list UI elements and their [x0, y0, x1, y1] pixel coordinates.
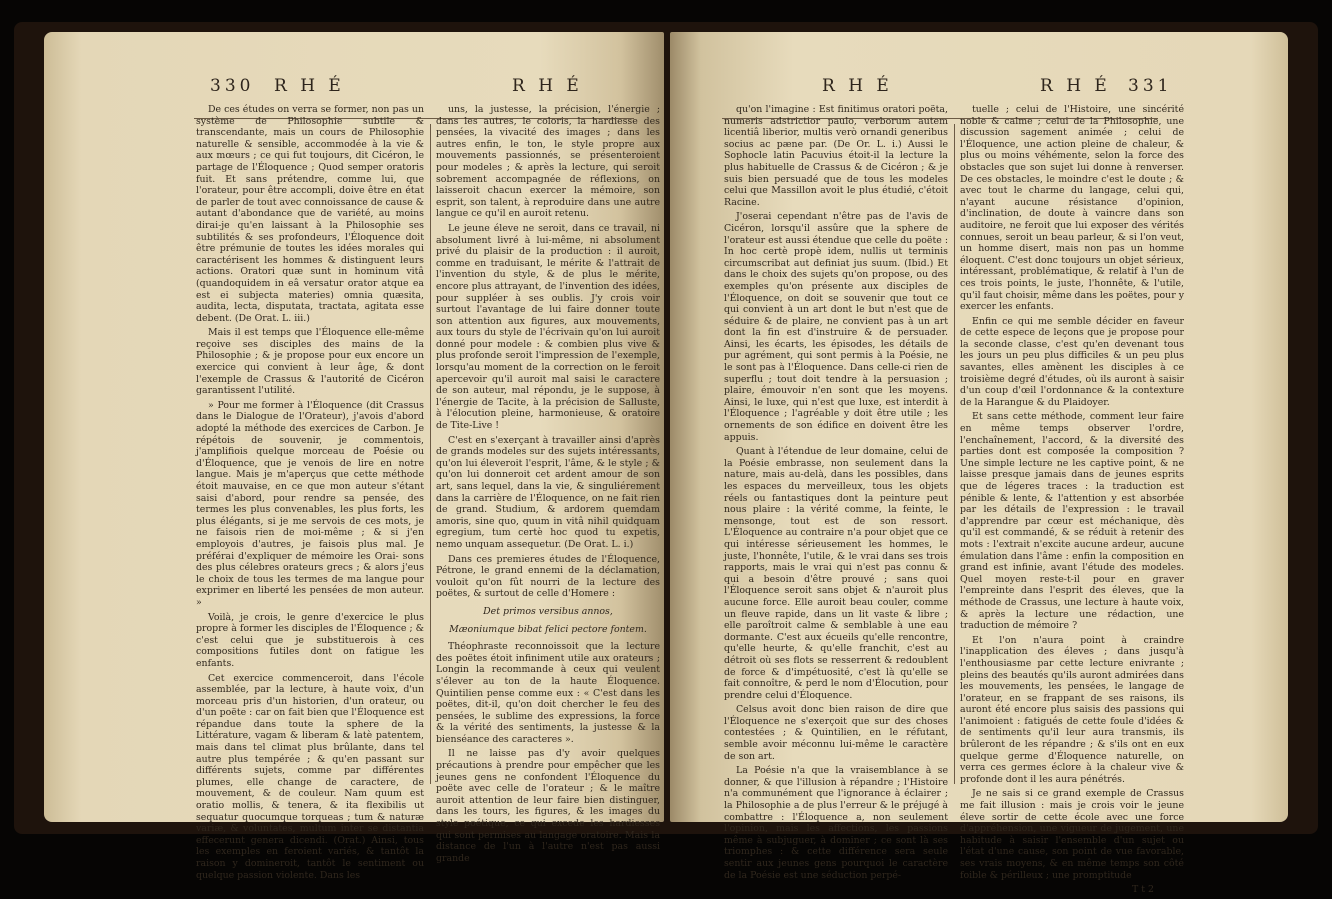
page-number: 331 — [1128, 76, 1173, 96]
running-head-left — [44, 76, 664, 102]
column-rule — [430, 124, 431, 784]
paragraph: qu'on l'imagine : Est finitimus oratori poëta, numeris adstrictior paulo, verborum autem licentiâ liberior, multis verò ornandi generibus socius ac pæne par. (De Or. L. i.) Aussi le Sophocle latin Pacuvius étoit-il la lecture la plus habituelle de Crassus & de Cicéron ; & je suis bien persuadé que de tous les modeles celui que Massillon avoit le plus étudié, c'étoit Racine. — [724, 104, 948, 208]
column-2 — [960, 104, 1184, 899]
column-rule — [954, 124, 955, 784]
paragraph: Et l'on n'aura point à craindre l'inapplication des éleves ; dans jusqu'à l'enthousiasme par cette lecture enivrante ; pleins des beautés qu'ils auront admirées dans les mouvements, les pensées, le langage de l'orateur, en se frappant de ses raisons, ils auront été encore plus saisis des passions qui l'animoient : fatigués de cette foule d'idées & de sentiments qu'il leur aura transmis, ils brûleront de les répandre ; & s'ils ont en eux quelque germe d'Éloquence naturelle, on verra ces germes éclore à la chaleur vive & profonde dont il les aura pénétrés. — [960, 634, 1184, 785]
right-page — [670, 32, 1288, 896]
paragraph: Mais il est temps que l'Éloquence elle-même reçoive ses disciples des mains de la Philosophie ; & je propose pour eux encore un exercice qui convient à leur âge, & dont l'exemple de Crassus & l'autorité de Cicéron garantissent l'utilité. — [196, 327, 424, 397]
paragraph: Dans ces premieres études de l'Éloquence, Pétrone, le grand ennemi de la déclamation, vouloit qu'on fût nourri de la lecture des poëtes, & surtout de celle d'Homere : — [436, 553, 660, 600]
verse-line: Mæoniumque bibat felici pectore fontem. — [449, 623, 647, 635]
paragraph: Le jeune éleve ne seroit, dans ce travail, ni absolument livré à lui-même, ni absolument privé du plaisir de la production : il auroit, comme en traduisant, le mérite & l'attrait de l'invention du style, & de plus le mérite, encore plus attrayant, de l'invention des idées, pour suppléer à ses oublis. J'y crois voir surtout l'avantage de lui faire donner toute son attention aux figures, aux mouvements, aux tours du style de l'écrivain qu'on lui auroit donné pour modele : & combien plus vive & plus profonde seroit l'impression de l'exemple, lorsqu'au moment de la correction on le feroit apercevoir qu'il auroit mal saisi le caractere de son auteur, mal répondu, je le suppose, à l'énergie de Tacite, à la précision de Salluste, à l'élocution pleine, harmonieuse, & oratoire de Tite-Live ! — [436, 222, 660, 432]
head-title: R H É — [822, 76, 893, 96]
paragraph: De ces études on verra se former, non pas un système de Philosophie subtile & transcendante, mais un cours de Philosophie naturelle & sensible, accommodée à la vie & aux mœurs ; ce qui fut toujours, dit Cicéron, le partage de l'Éloquence ; Quod semper oratoris fuit. Et sans prétendre, comme lui, que l'orateur, pour être accompli, doive être en état de parler de tout avec connoissance de cause & autant d'abondance que de variété, au moins dirai-je qu'en laissant à la Philosophie ses subtilités & ses profondeurs, l'Éloquence doit être prémunie de toutes les idées morales qui caractérisent les hommes & distinguent leurs actions. Oratori quæ sunt in hominum vitâ (quandoquidem in eâ versatur orator atque ea est ei subjecta materies) omnia quæsita, audita, lecta, disputata, tractata, agitata esse debent. (De Orat. L. iii.) — [196, 104, 424, 324]
verse-line: Det primos versibus annos, — [483, 605, 613, 617]
paragraph: Il ne laisse pas d'y avoir quelques précautions à prendre pour empêcher que les jeunes gens ne confondent l'Éloquence du poëte avec celle de l'orateur ; & le maître auroit attention de leur faire bien distinguer, dans les tours, les figures, & les images du style poétique, ce qui excede les hardiesses qui sont permises au langage oratoire. Mais la distance de l'un à l'autre n'est pas aussi grande — [436, 748, 660, 864]
signature-mark: T t 2 — [1132, 884, 1154, 896]
running-head-right — [670, 76, 1288, 102]
column-1 — [196, 104, 424, 884]
page-number: 330 — [210, 76, 255, 96]
paragraph: Théophraste reconnoissoit que la lecture des poëtes étoit infiniment utile aux orateurs ; Longin la recommande à ceux qui veulent s'élever au ton de la haute Éloquence. Quintilien pense comme eux : « C'est dans les poëtes, dit-il, qu'on doit chercher le feu des pensées, le sublime des expressions, la force & la vérité des sentiments, la justesse & la bienséance des caracteres ». — [436, 641, 660, 745]
column-1 — [724, 104, 948, 884]
paragraph: Je ne sais si ce grand exemple de Crassus me fait illusion : mais je crois voir le jeune éleve sortir de cette école avec une force d'appréhension, une vigueur de jugement, une habitude à saisir l'ensemble d'un sujet ou l'état d'une cause, son point de vue favorable, ses vrais moyens, & en même temps son côté foible & périlleux ; une promptitude — [960, 788, 1184, 881]
head-title: R H É — [274, 76, 345, 96]
paragraph: Cet exercice commenceroit, dans l'école assemblée, par la lecture, à haute voix, d'un morceau pris d'un historien, d'un orateur, ou d'un poëte : car on fait bien que l'Éloquence est répandue dans toute la sphere de la Littérature, vagam & liberam & latè patentem, mais dans tel climat plus brûlante, dans tel autre plus tempérée ; & qu'en passant sur différents sujets, comme par différentes plumes, elle change de caractere, de mouvement, & de couleur. Nam quum est oratio mollis, & tenera, & ita flexibilis ut sequatur quocumque torqueas ; tum & naturæ variæ, & voluntates, multum inter se distantia effecerunt genera dicendi. (Orat.) Ainsi, tous les exemples en feroient variés, & tantôt la raison y domineroit, tantôt le sentiment ou quelque passion violente. Dans les — [196, 672, 424, 881]
paragraph: Et sans cette méthode, comment leur faire en même temps observer l'ordre, l'enchaînement, l'accord, & la diversité des parties dont est composée la composition ? Une simple lecture ne les captive point, & ne laisse presque jamais dans de jeunes esprits que de légeres traces : la traduction est pénible & lente, & l'attention y est absorbée par les détails de l'expression : le travail d'apprendre par cœur est méchanique, dès qu'il est commandé, & se réduit à retenir des mots : l'extrait n'excite aucune ardeur, aucune émulation dans l'âme : enfin la composition en grand est infinie, avant l'étude des modeles. Quel moyen reste-t-il pour en graver l'empreinte dans l'esprit des éleves, que la méthode de Crassus, une lecture à haute voix, & après la lecture une rédaction, une traduction de mémoire ? — [960, 411, 1184, 632]
head-title: R H É — [1040, 76, 1111, 96]
paragraph: J'oserai cependant n'être pas de l'avis de Cicéron, lorsqu'il assûre que la sphere de l'orateur est aussi étendue que celle du poëte : In hoc certè propè idem, nullis ut terminis circumscribat aut definiat jus suum. (Ibid.) Et dans le choix des sujets qu'on propose, ou des exemples qu'on présente aux disciples de l'Éloquence, on doit se souvenir que tout ce qui convient à un art dont le but n'est que de séduire & de plaire, ne convient pas à un art dont la fin est d'instruire & de persuader. Ainsi, les écarts, les épisodes, les détails de pur agrément, qui sont permis à la Poésie, ne le sont pas à l'Éloquence. Dans celle-ci rien de superflu ; tout doit tendre à la persuasion ; plaire, émouvoir n'en sont que les moyens. Ainsi, le luxe, qui n'est que luxe, est interdit à l'Éloquence ; l'agréable y doit être utile ; les ornements de son édifice en doivent être les appuis. — [724, 211, 948, 443]
paragraph: Quant à l'étendue de leur domaine, celui de la Poésie embrasse, non seulement dans la nature, mais au-delà, dans les possibles, dans les espaces du merveilleux, tous les objets réels ou fantastiques dont la peinture peut nous plaire : la vérité comme, la feinte, le mensonge, tout est de son ressort. L'Éloquence au contraire n'a pour objet que ce qui intéresse sérieusement les hommes, le juste, l'honnête, l'utile, & le vrai dans ses trois rapports, mais le vrai qui n'est pas connu & qui a besoin d'être prouvé ; sans quoi l'Éloquence seroit sans objet & n'auroit plus aucune force. Elle auroit beau couler, comme un fleuve rapide, dans un lit vaste & libre ; elle paroîtroit calme & semblable à une eau dormante. C'est aux écueils qu'elle rencontre, qu'elle heurte, & qu'elle franchit, c'est au détroit où ses flots se resserrent & redoublent de force & d'impétuosité, c'est là qu'elle se fait connoître, & perd le nom d'Élocution, pour prendre celui d'Éloquence. — [724, 446, 948, 701]
paragraph: tuelle ; celui de l'Histoire, une sincérité noble & calme ; celui de la Philosophie, une discussion sagement animée ; celui de l'Éloquence, une action pleine de chaleur, & plus ou moins véhémente, selon la force des obstacles que son sujet lui donne à renverser. De ces obstacles, le moindre c'est le doute ; & avec tout le charme du langage, celui qui, n'ayant aucune résistance d'opinion, d'inclination, de doute à vaincre dans son auditoire, ne feroit que lui exposer des vérités connues, seroit un beau parleur, & si l'on veut, un homme disert, mais non pas un homme éloquent. C'est donc toujours un objet sérieux, intéressant, problématique, & relatif à l'un de ces trois points, le juste, l'honnête, & l'utile, qu'il faut choisir, même dans les poëtes, pour y exercer les enfants. — [960, 104, 1184, 313]
paragraph: uns, la justesse, la précision, l'énergie ; dans les autres, le coloris, la hardiesse des pensées, la vivacité des images ; dans les autres enfin, le ton, le style propre aux mouvements passionnés, se présenteroient pour modeles ; & après la lecture, qui seroit sobrement accompagnée de réflexions, on laisseroit chacun exercer la mémoire, son esprit, son talent, à reproduire dans une autre langue ce qu'il en auroit retenu. — [436, 104, 660, 220]
book-spread — [14, 22, 1318, 896]
paragraph: C'est en s'exerçant à travailler ainsi d'après de grands modeles sur des sujets intéressants, qu'on lui éleveroit l'esprit, l'âme, & le style ; & qu'on lui donneroit cet ardent amour de son art, sans lequel, dans la vie, & singuliérement dans la carrière de l'Éloquence, on ne fait rien de grand. Studium, & ardorem quemdam amoris, sine quo, quum in vitâ nihil quidquam egregium, tum certè hoc quod tu expetis, nemo unquam assequetur. (De Orat. L. i.) — [436, 434, 660, 550]
paragraph: » Pour me former à l'Éloquence (dit Crassus dans le Dialogue de l'Orateur), j'avois d'abord adopté la méthode des exercices de Carbon. Je répétois de souvenir, je commentois, j'amplifiois quelque morceau de Poésie ou d'Éloquence, que je venois de lire en notre langue. Mais je m'aperçus que cette méthode étoit mauvaise, en ce que mon auteur s'étant saisi d'abord, pour rendre sa pensée, des termes les plus convenables, les plus forts, les plus élégants, si je me servois de ces mots, je ne faisois rien de moi-même ; & si j'en employois d'autres, je faisois plus mal. Je préférai d'expliquer de mémoire les Orai- sons des plus célebres orateurs grecs ; & alors j'eus le choix de tous les termes de ma langue pour exprimer en liberté les pensées de mon auteur. » — [196, 399, 424, 608]
paragraph: Voilà, je crois, le genre d'exercice le plus propre à former les disciples de l'Éloquence ; & c'est celui que je substituerois à ces compositions futiles dont on fatigue les enfants. — [196, 611, 424, 669]
left-page — [44, 32, 664, 881]
head-title: R H É — [512, 76, 583, 96]
paragraph: Enfin ce qui me semble décider en faveur de cette espece de leçons que je propose pour la seconde classe, c'est qu'en devenant tous les jours un peu plus difficiles & un peu plus savantes, elles amènent les disciples à ce troisième degré d'études, où ils auront à saisir d'un coup d'œil l'ordonnance & la contexture de la Harangue & du Plaidoyer. — [960, 315, 1184, 408]
paragraph: La Poésie n'a que la vraisemblance à se donner, & que l'illusion à répandre ; l'Histoire n'a communément que l'ignorance à éclairer ; la Philosophie a de plus l'erreur & le préjugé à combattre : l'Éloquence a, non seulement l'opinion, mais les affections, les passions même à subjuguer, à dominer ; ce sont là ses triomphes : & cette différence sera seule sentir aux jeunes gens pourquoi le caractère de la Poésie est une séduction perpé- — [724, 765, 948, 881]
column-2 — [436, 104, 660, 867]
paragraph: Celsus avoit donc bien raison de dire que l'Éloquence ne s'exerçoit que sur des choses contestées ; & Quintilien, en le réfutant, semble avoir méconnu lui-même le caractère de son art. — [724, 704, 948, 762]
